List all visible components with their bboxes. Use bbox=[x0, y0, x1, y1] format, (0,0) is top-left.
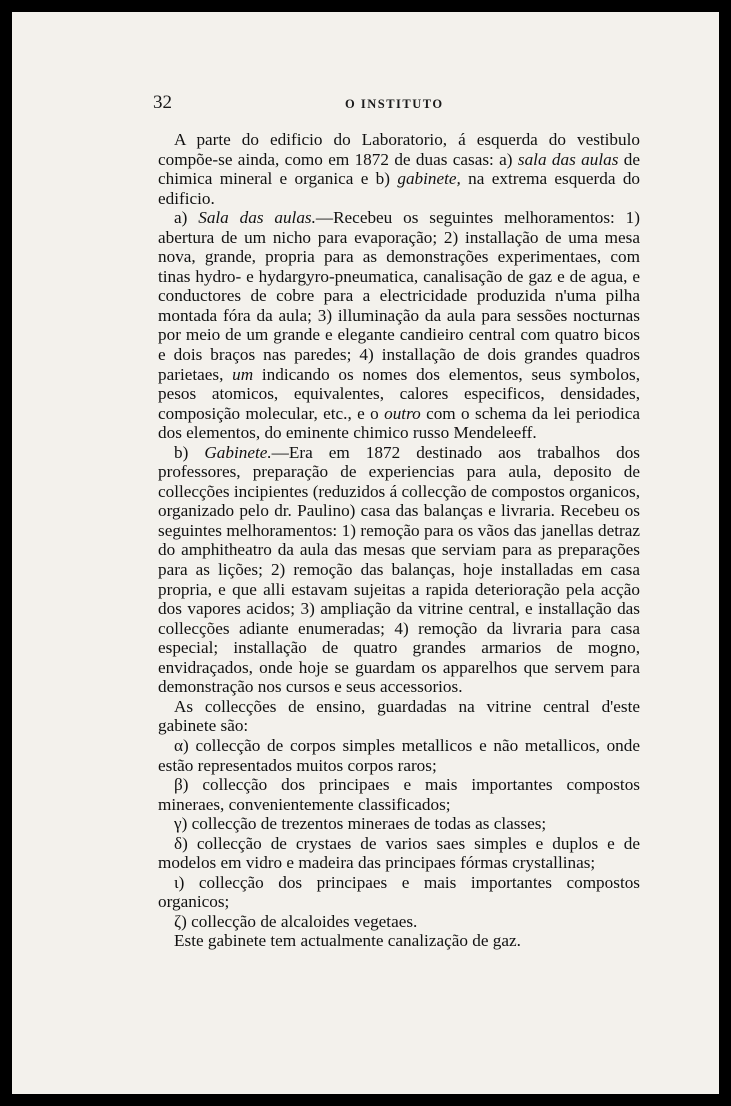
paragraph-gabinete: b) Gabinete.—Era em 1872 destinado aos trabalhos dos professores, preparação de experiencias para aula, deposito de collecções incipientes (reduzidos á collecção de compostos organicos, organizado pelo dr. Paulino) casa das balanças e livraria. Recebeu os seguintes melhoramentos: 1) remoção para os vãos das janellas detraz do amphitheatro da aula das mesas que serviam para as preparações para as lições; 2) remoção das balanças, hoje installadas em casa propria, e que alli estavam sujeitas a rapida deterioração pela acção dos vapores acidos; 3) ampliação da vitrine central, e installação das collecções adiante enumeradas; 4) remoção da livraria para casa especial; installação de quatro grandes armarios de mogno, envidraçados, onde hoje se guardam os apparelhos que servem para demonstração nos cursos e seus accessorios. bbox=[158, 442, 640, 697]
list-item: γ) collecção de trezentos mineraes de todas as classes; bbox=[174, 814, 547, 834]
paragraph-sala-das-aulas: a) Sala das aulas.—Recebeu os seguintes melhoramentos: 1) abertura de um nicho para evaporação; 2) installação de uma mesa nova, grande, propria para as demonstrações experimentaes, com tinas hydro- e hydargyro-pneumatica, canalisação de gaz e de agua, e conductores de cobre para a electricidade produzida n'uma pilha montada fóra da aula; 3) illuminação da aula para sessões nocturnas por meio de um grande e elegante candieiro central com quatro bicos e dois braços nas paredes; 4) installação de dois grandes quadros parietaes, um indicando os nomes dos elementos, seus symbolos, pesos atomicos, equivalentes, calores especificos, densidades, composição molecular, etc., e o outro com o schema da lei periodica dos elementos, do eminente chimico russo Mendeleeff. bbox=[158, 208, 640, 443]
paragraph-closing: Este gabinete tem actualmente canalização de gaz. bbox=[174, 931, 521, 951]
page-header bbox=[153, 92, 573, 122]
page-number: 32 bbox=[153, 92, 172, 113]
list-item: ι) collecção dos principaes e mais importantes compostos organicos; bbox=[158, 872, 640, 912]
list-item: δ) collecção de crystaes de varios saes simples e duplos e de modelos em vidro e madeira das principaes fórmas crystallinas; bbox=[158, 833, 640, 873]
list-item: β) collecção dos principaes e mais importantes compostos mineraes, convenientemente classificados; bbox=[158, 775, 640, 814]
running-title: O INSTITUTO bbox=[345, 97, 444, 111]
list-item: ζ) collecção de alcaloides vegetaes. bbox=[174, 911, 418, 931]
paragraph-intro: A parte do edificio do Laboratorio, á esquerda do vestibulo compõe-se ainda, como em 1872 de duas casas: a) sala das aulas de chimica mineral e organica e b) gabinete, na extrema esquerda do edificio. bbox=[158, 130, 641, 208]
paragraph-colleccoes: As collecções de ensino, guardadas na vitrine central d'este gabinete são: bbox=[158, 696, 640, 736]
body-text bbox=[158, 130, 640, 951]
list-item: α) collecção de corpos simples metallicos e não metallicos, onde estão representados muitos corpos raros; bbox=[158, 735, 640, 775]
book-page bbox=[12, 12, 719, 1094]
